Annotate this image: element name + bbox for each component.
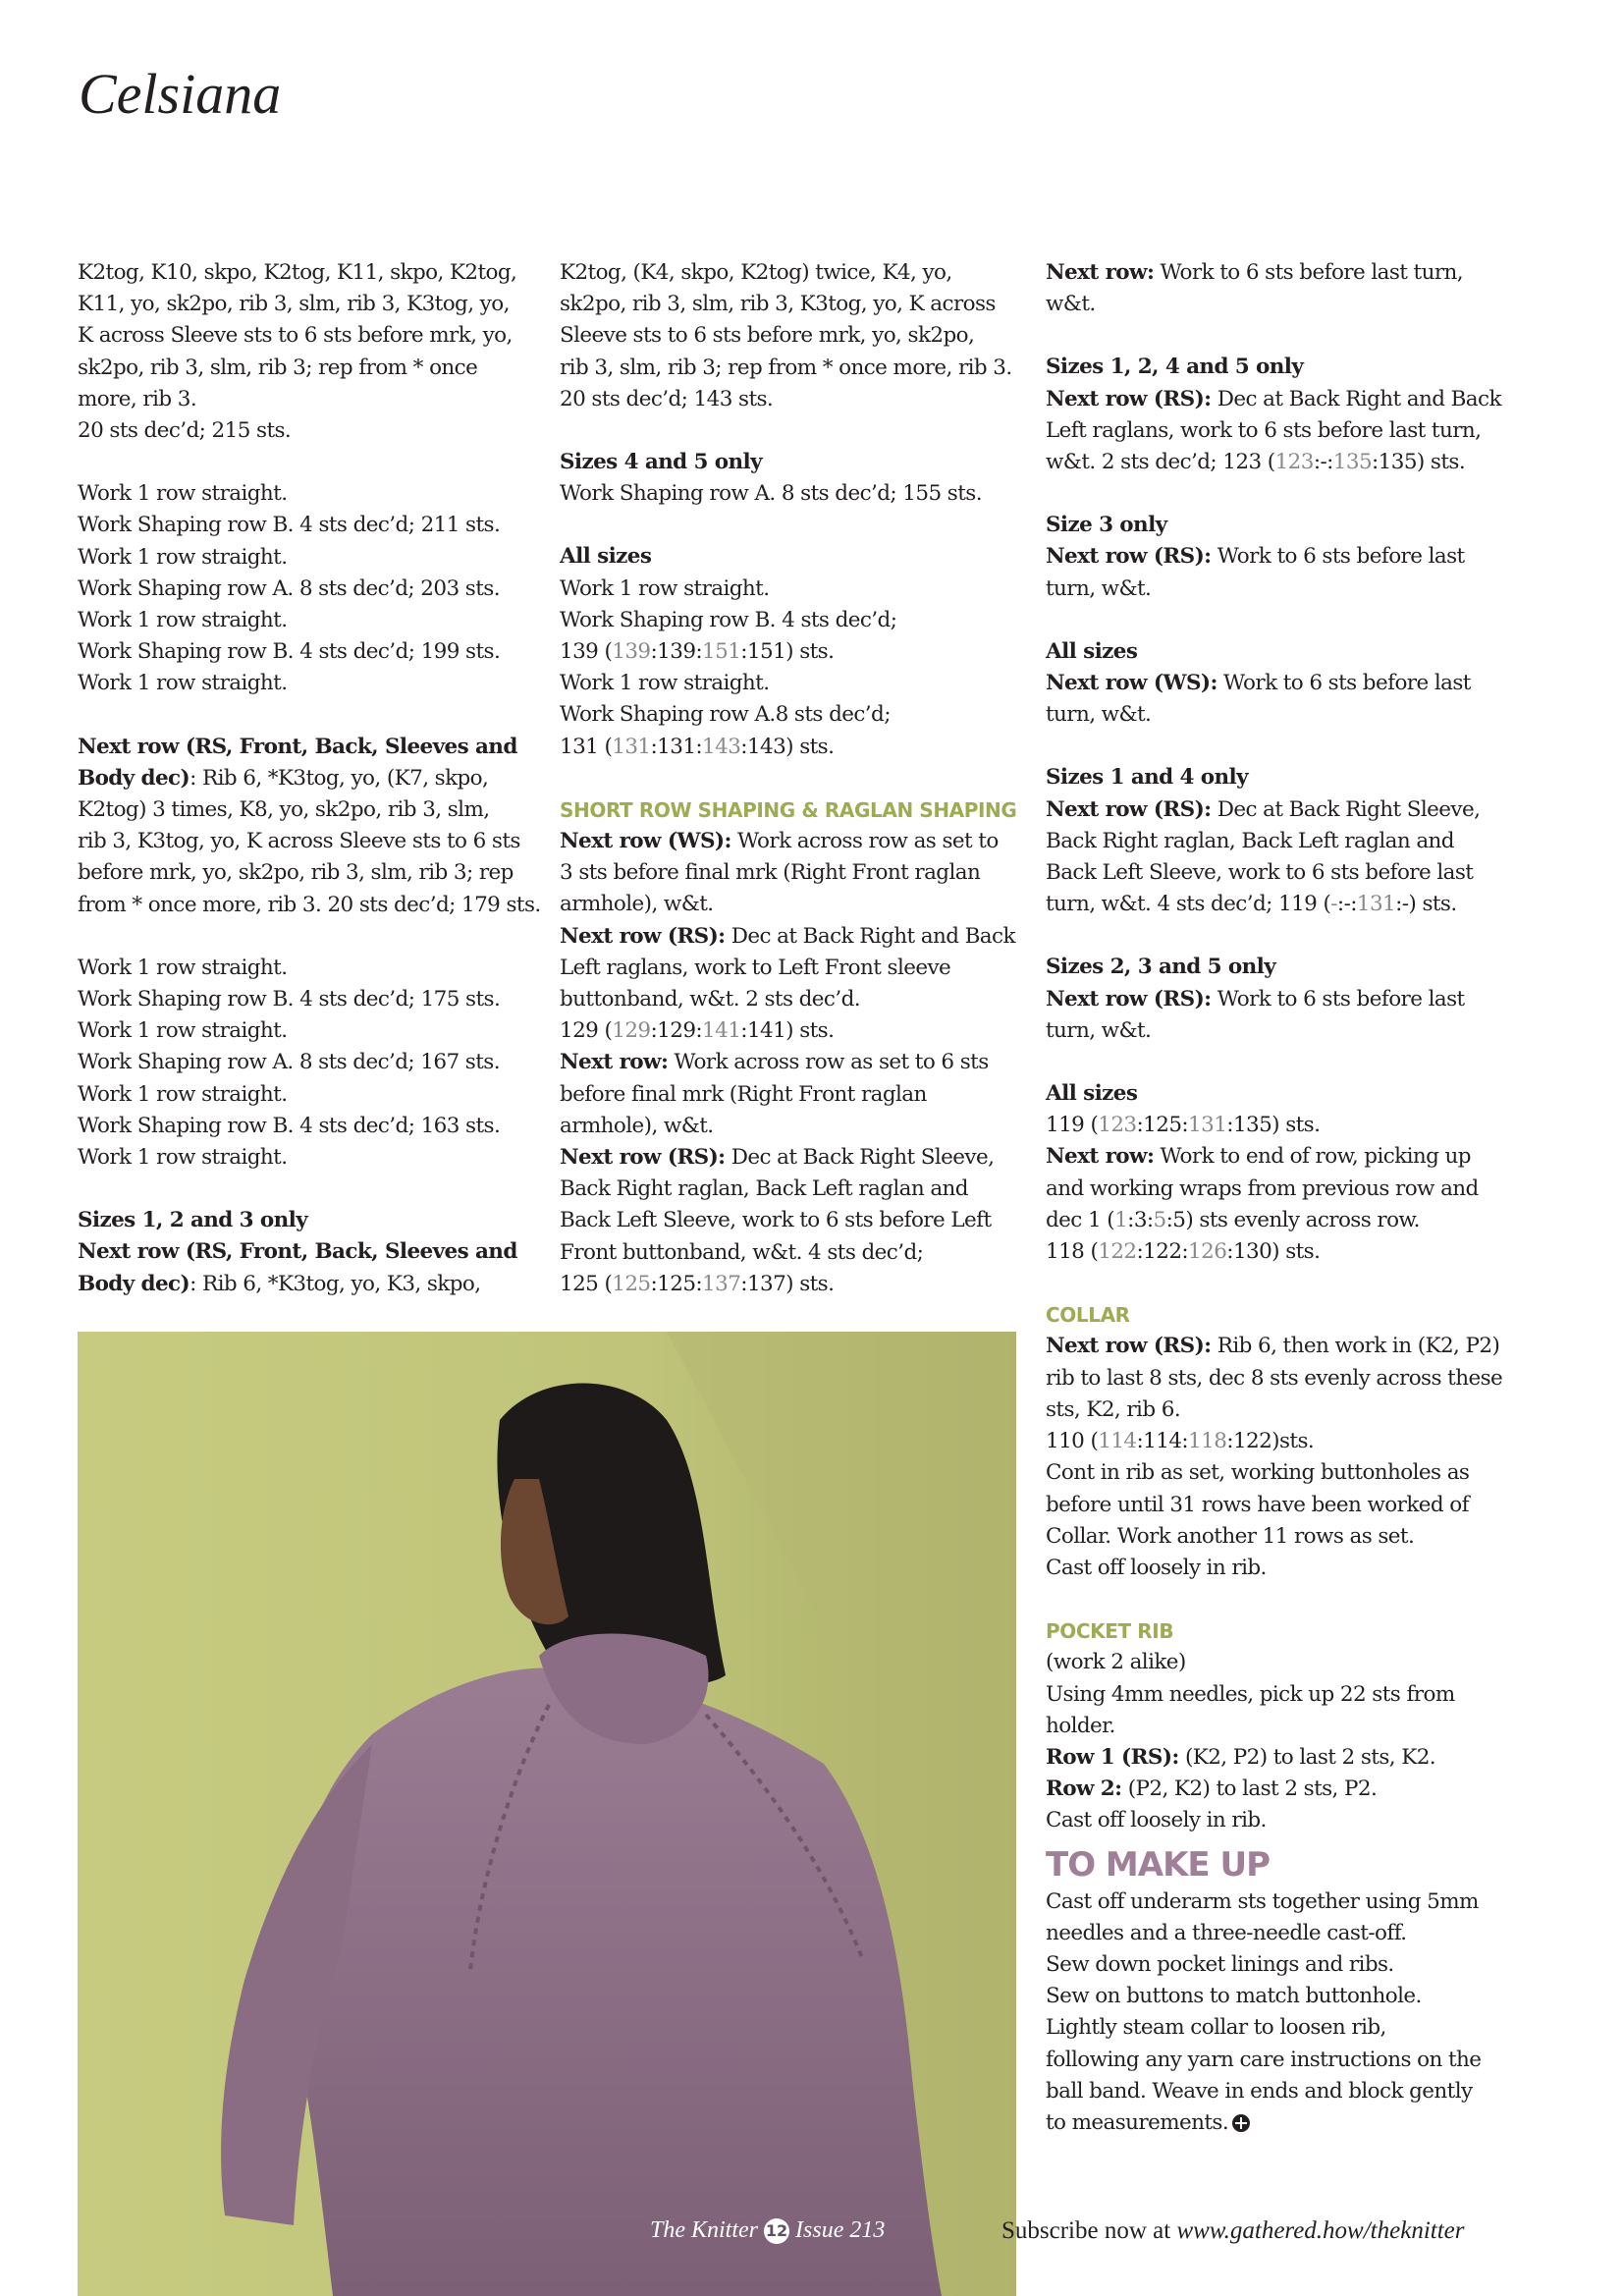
text-line: sts, K2, rib 6. — [1046, 1396, 1181, 1422]
row-label: Row 2: — [1046, 1777, 1122, 1802]
text-line: K2tog, (K4, skpo, K2tog) twice, K4, yo, — [560, 260, 952, 285]
size-heading: Sizes 1, 2, 4 and 5 only — [1046, 355, 1304, 380]
text-line: Front buttonband, w&t. 4 sts dec’d; — [560, 1239, 924, 1265]
row-label: Next row (RS): — [1046, 986, 1212, 1011]
text-line: Back Left Sleeve, work to 6 sts before last — [1046, 860, 1474, 886]
end-of-pattern-icon — [1232, 2114, 1250, 2132]
paragraph — [560, 257, 1021, 415]
text-line: following any yarn care instructions on the — [1046, 2047, 1482, 2072]
paragraph — [560, 447, 1021, 510]
issue-number: Issue 213 — [795, 2217, 886, 2243]
section-heading-make-up: TO MAKE UP — [1046, 1844, 1271, 1885]
text-line: K2tog) 3 times, K8, yo, sk2po, rib 3, slm, — [78, 797, 490, 823]
text-line: Work Shaping row B. 4 sts dec’d; — [560, 607, 897, 632]
stitch-count: 129 (129:129:141:141) sts. — [560, 1018, 835, 1044]
text-line: Using 4mm needles, pick up 22 sts from — [1046, 1681, 1455, 1707]
text-line: and working wraps from previous row and — [1046, 1175, 1479, 1201]
collar-section: COLLAR Next row (RS): Rib 6, then work in (K2, P2) rib to last 8 sts, dec 8 sts evenly across these sts, K2, rib 6. 110 (114:114:118:122)sts. Cont in rib as set, working buttonholes as before until 31 rows have been worked of Collar. Work another 11 rows as set. Cast off loosely in rib. — [1046, 1299, 1507, 1584]
text-line: Cast off loosely in rib. — [1046, 1555, 1267, 1580]
row-label: Next row (RS): — [1046, 544, 1212, 570]
text-line: sk2po, rib 3, slm, rib 3, K3tog, yo, K across — [560, 292, 996, 317]
text-line: : Rib 6, *K3tog, yo, K3, skpo, — [189, 1271, 481, 1296]
text-line: holder. — [1046, 1713, 1115, 1738]
text-line: Work 1 row straight. — [78, 1145, 288, 1171]
text-line: Work 1 row straight. — [78, 481, 288, 507]
footer-magazine — [650, 2217, 885, 2244]
paragraph: SHORT ROW SHAPING & RAGLAN SHAPING Next row (WS): Work across row as set to 3 sts before final mrk (Right Front raglan armhole), w&t. Next row (RS): Dec at Back Right and Back Left raglans, work to Left Front sleeve buttonband, w&t. 2 sts dec’d. 129 (129:129:141:141) sts. Next row: Work across row as set to 6 sts before final mrk (Right Front raglan armhole), w&t. Next row (RS): Dec at Back Right Sleeve, Back Right raglan, Back Left raglan and Back Left Sleeve, work to 6 sts before Left Front buttonband, w&t. 4 sts dec’d; 125 (125:125:137:137) sts. — [560, 794, 1021, 1300]
model-photo — [78, 1332, 1016, 2296]
text-line: Work Shaping row A.8 sts dec’d; — [560, 702, 891, 728]
paragraph — [78, 732, 539, 921]
text-line: rib 3, K3tog, yo, K across Sleeve sts to 6 sts — [78, 829, 520, 854]
row-label: Next row (RS): — [1046, 1334, 1212, 1359]
text-line: Work 1 row straight. — [78, 1081, 288, 1107]
row-label: Body dec) — [78, 1271, 190, 1296]
column-1 — [78, 257, 539, 1332]
stitch-count: 110 (114:114:118:122)sts. — [1046, 1429, 1315, 1454]
section-heading-pocket-rib: POCKET RIB — [1046, 1619, 1174, 1644]
text-line: armhole), w&t. — [560, 892, 714, 917]
subscribe-text: Subscribe now at — [1001, 2217, 1177, 2244]
text-line: sk2po, rib 3, slm, rib 3; rep from * once — [78, 355, 478, 380]
text-line: Work 1 row straight. — [78, 1018, 288, 1044]
text-line: turn, w&t. — [1046, 1017, 1152, 1043]
make-up-section — [1046, 1843, 1507, 2140]
text-line: turn, w&t. — [1046, 575, 1152, 601]
page-number: 12 — [764, 2218, 789, 2244]
text-line: Cast off loosely in rib. — [1046, 1808, 1267, 1833]
paragraph — [78, 1205, 539, 1300]
stitch-count: turn, w&t. 4 sts dec’d; 119 (-:-:131:-) sts. — [1046, 892, 1457, 917]
column-2 — [560, 257, 1021, 1332]
paragraph — [78, 478, 539, 699]
size-heading: All sizes — [560, 544, 652, 570]
text-line: Work Shaping row B. 4 sts dec’d; 199 sts. — [78, 639, 501, 665]
paragraph: All sizes 119 (123:125:131:135) sts. Next row: Work to end of row, picking up and working wraps from previous row and dec 1 (1:3:5:5) sts evenly across row. 118 (122:122:126:130) sts. — [1046, 1078, 1507, 1268]
stitch-count: dec 1 (1:3:5:5) sts evenly across row. — [1046, 1207, 1420, 1232]
text-line: K across Sleeve sts to 6 sts before mrk, yo, — [78, 323, 513, 349]
size-heading: Size 3 only — [1046, 513, 1167, 538]
paragraph: Sizes 1 and 4 only Next row (RS): Dec at Back Right Sleeve, Back Right raglan, Back Left raglan and Back Left Sleeve, work to 6 sts before last turn, w&t. 4 sts dec’d; 119 (-:-:131:-) sts. — [1046, 762, 1507, 920]
paragraph: Sizes 2, 3 and 5 only Next row (RS): Work to 6 sts before last turn, w&t. — [1046, 952, 1507, 1047]
text-line: Left raglans, work to Left Front sleeve — [560, 955, 951, 980]
text-line: Work 1 row straight. — [560, 671, 770, 696]
row-label: Next row (WS): — [1046, 671, 1217, 696]
text-line: K11, yo, sk2po, rib 3, slm, rib 3, K3tog, yo, — [78, 292, 510, 317]
size-heading: Sizes 1, 2 and 3 only — [78, 1208, 308, 1233]
column-3 — [1046, 257, 1507, 2170]
text-line: Work Shaping row B. 4 sts dec’d; 163 sts. — [78, 1113, 501, 1138]
size-heading: All sizes — [1046, 638, 1138, 664]
size-heading: Sizes 1 and 4 only — [1046, 765, 1248, 791]
text-line: before mrk, yo, sk2po, rib 3, slm, rib 3; rep — [78, 860, 514, 886]
text-line: turn, w&t. — [1046, 702, 1152, 728]
text-line: Left raglans, work to 6 sts before last turn, — [1046, 417, 1482, 443]
row-label: Next row (WS): — [560, 829, 731, 854]
text-line: before until 31 rows have been worked of — [1046, 1492, 1469, 1517]
text-line: Collar. Work another 11 rows as set. — [1046, 1523, 1415, 1549]
stitch-count: 125 (125:125:137:137) sts. — [560, 1271, 835, 1296]
text-line: Cont in rib as set, working buttonholes as — [1046, 1460, 1470, 1486]
row-label: Next row (RS): — [560, 1145, 726, 1171]
text-line: Work Shaping row A. 8 sts dec’d; 167 sts. — [78, 1050, 500, 1075]
text-line: Work 1 row straight. — [560, 575, 770, 601]
section-heading-short-row: SHORT ROW SHAPING & RAGLAN SHAPING — [560, 797, 1017, 822]
text-line: Work 1 row straight. — [78, 671, 288, 696]
text-line: 20 sts dec’d; 215 sts. — [78, 418, 292, 444]
row-label: Next row (RS, Front, Back, Sleeves and — [78, 734, 517, 759]
text-line: armhole), w&t. — [560, 1113, 714, 1138]
text-line: : Rib 6, *K3tog, yo, (K7, skpo, — [189, 765, 489, 791]
text-line: Work Shaping row A. 8 sts dec’d; 203 sts. — [78, 575, 500, 601]
stitch-count: 139 (139:139:151:151) sts. — [560, 639, 835, 665]
pattern-title: Celsiana — [79, 62, 282, 126]
stitch-count: w&t. 2 sts dec’d; 123 (123:-:135:135) sts. — [1046, 450, 1466, 475]
row-label: Next row (RS, Front, Back, Sleeves and — [78, 1239, 517, 1265]
text-line: buttonband, w&t. 2 sts dec’d. — [560, 987, 861, 1012]
paragraph — [78, 953, 539, 1174]
text-line: Work Shaping row B. 4 sts dec’d; 211 sts. — [78, 513, 501, 538]
text-line: K2tog, K10, skpo, K2tog, K11, skpo, K2tog, — [78, 260, 517, 285]
paragraph: Size 3 only Next row (RS): Work to 6 sts before last turn, w&t. — [1046, 510, 1507, 605]
paragraph — [78, 257, 539, 447]
text-line: before final mrk (Right Front raglan — [560, 1081, 927, 1107]
text-line: from * once more, rib 3. 20 sts dec’d; 179 sts. — [78, 892, 541, 917]
size-heading: All sizes — [1046, 1081, 1138, 1107]
stitch-count: 131 (131:131:143:143) sts. — [560, 734, 835, 759]
size-heading: Sizes 2, 3 and 5 only — [1046, 955, 1276, 980]
text-line: rib 3, slm, rib 3; rep from * once more, rib 3. — [560, 355, 1012, 380]
paragraph: All sizes Next row (WS): Work to 6 sts before last turn, w&t. — [1046, 636, 1507, 732]
text-line: Sleeve sts to 6 sts before mrk, yo, sk2po, — [560, 323, 975, 349]
size-heading: Sizes 4 and 5 only — [560, 450, 762, 475]
text-line: needles and a three-needle cast-off. — [1046, 1920, 1407, 1945]
text-line: 3 sts before final mrk (Right Front raglan — [560, 860, 981, 886]
row-label: Next row: — [1046, 1144, 1155, 1170]
footer-subscribe — [1001, 2217, 1464, 2245]
text-line: Sew down pocket linings and ribs. — [1046, 1951, 1394, 1977]
text-line: Work Shaping row A. 8 sts dec’d; 155 sts. — [560, 481, 982, 507]
row-label: Next row (RS): — [560, 923, 726, 949]
text-line: to measurements. — [1046, 2109, 1229, 2135]
paragraph — [560, 541, 1021, 762]
row-label: Body dec) — [78, 765, 190, 791]
text-line: Cast off underarm sts together using 5mm — [1046, 1888, 1479, 1914]
text-line: (work 2 alike) — [1046, 1650, 1186, 1675]
text-line: 20 sts dec’d; 143 sts. — [560, 386, 774, 411]
text-line: Work 1 row straight. — [78, 955, 288, 980]
text-line: Sew on buttons to match buttonhole. — [1046, 1984, 1422, 2009]
stitch-count: 118 (122:122:126:130) sts. — [1046, 1239, 1321, 1265]
text-line: ball band. Weave in ends and block gently — [1046, 2078, 1473, 2104]
row-label: Next row: — [1046, 260, 1155, 285]
text-line: more, rib 3. — [78, 386, 197, 411]
text-line: Back Left Sleeve, work to 6 sts before Left — [560, 1208, 992, 1233]
row-label: Next row (RS): — [1046, 796, 1212, 822]
subscribe-link[interactable]: www.gathered.how/theknitter — [1176, 2217, 1465, 2244]
paragraph: Sizes 1, 2, 4 and 5 only Next row (RS): Dec at Back Right and Back Left raglans, work to 6 sts before last turn, w&t. 2 sts dec’d; 123 (123:-:135:135) sts. — [1046, 352, 1507, 478]
row-label: Next row (RS): — [1046, 386, 1212, 411]
text-line: Work Shaping row B. 4 sts dec’d; 175 sts. — [78, 987, 501, 1012]
text-line: Work 1 row straight. — [78, 608, 288, 633]
text-line: Lightly steam collar to loosen rib, — [1046, 2015, 1386, 2041]
text-line: w&t. — [1046, 292, 1096, 317]
text-line: Work 1 row straight. — [78, 544, 288, 570]
stitch-count: 119 (123:125:131:135) sts. — [1046, 1113, 1321, 1138]
row-label: Row 1 (RS): — [1046, 1744, 1179, 1770]
text-line: Back Right raglan, Back Left raglan and — [1046, 828, 1454, 853]
pocket-rib-section: POCKET RIB (work 2 alike) Using 4mm needles, pick up 22 sts from holder. Row 1 (RS): (K2, P2) to last 2 sts, K2. Row 2: (P2, K2) to last 2 sts, P2. Cast off loosely in rib. — [1046, 1615, 1507, 1836]
text-line: Back Right raglan, Back Left raglan and — [560, 1176, 968, 1202]
paragraph: Next row: Work to 6 sts before last turn, w&t. — [1046, 257, 1507, 320]
row-label: Next row: — [560, 1050, 669, 1075]
magazine-name: The Knitter — [650, 2217, 759, 2243]
text-line: rib to last 8 sts, dec 8 sts evenly across these — [1046, 1365, 1503, 1391]
section-heading-collar: COLLAR — [1046, 1303, 1130, 1328]
